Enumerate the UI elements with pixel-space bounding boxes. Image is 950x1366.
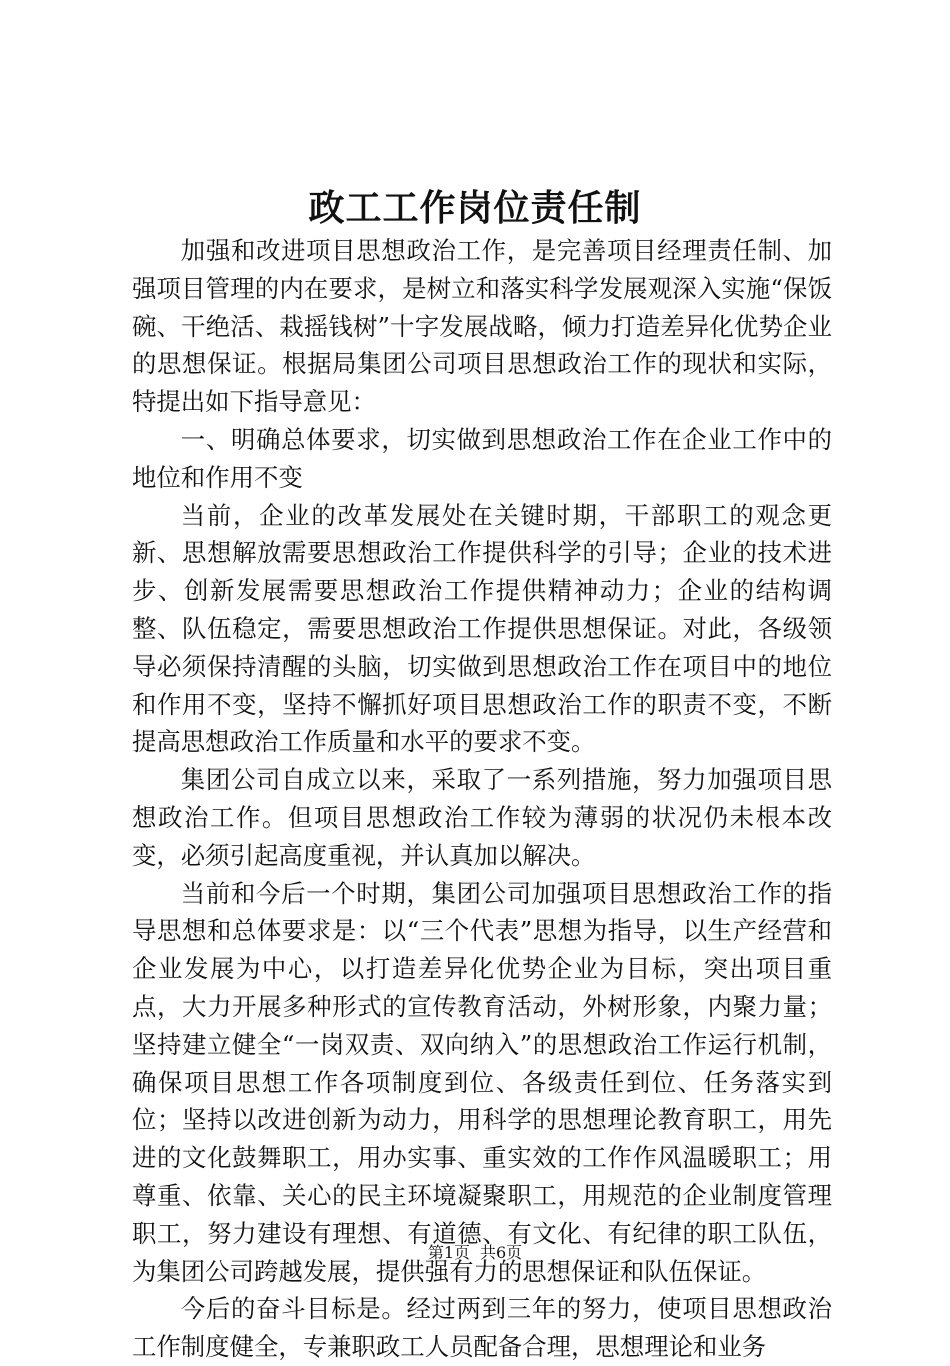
paragraph-guiding-ideology: 当前和今后一个时期，集团公司加强项目思想政治工作的指导思想和总体要求是：以“三个代表”思想为指导，以生产经营和企业发展为中心，以打造差异化优势企业为目标，突出项目重点，大力开展多种形式的宣传教育活动，外树形象，内聚力量；坚持建立健全“一岗双责、双向纳入”的思想政治工作运行机制，确保项目思想工作各项制度到位、各级责任到位、任务落实到位；坚持以改进创新为动力，用科学的思想理论教育职工，用先进的文化鼓舞职工，用办实事、重实效的工作作风温暖职工；用尊重、依靠、关心的民主环境凝聚职工，用规范的企业制度管理职工，努力建设有理想、有道德、有文化、有纪律的职工队伍，为集团公司跨越发展，提供强有力的思想保证和队伍保证。 [132, 878, 832, 1286]
paragraph-section-heading-1: 一、明确总体要求，切实做到思想政治工作在企业工作中的地位和作用不变 [132, 424, 832, 492]
page-footer [0, 1242, 950, 1264]
page-total: 共6页 [480, 1243, 523, 1262]
paragraph-group-company: 集团公司自成立以来，采取了一系列措施，努力加强项目思想政治工作。但项目思想政治工作较为薄弱的状况仍未根本改变，必须引起高度重视，并认真加以解决。 [132, 765, 832, 870]
paragraph-current-situation: 当前，企业的改革发展处在关键时期，干部职工的观念更新、思想解放需要思想政治工作提供科学的引导；企业的技术进步、创新发展需要思想政治工作提供精神动力；企业的结构调整、队伍稳定，需要思想政治工作提供思想保证。对此，各级领导必须保持清醒的头脑，切实做到思想政治工作在项目中的地位和作用不变，坚持不懈抓好项目思想政治工作的职责不变，不断提高思想政治工作质量和水平的要求不变。 [132, 500, 832, 757]
paragraph-intro: 加强和改进项目思想政治工作，是完善项目经理责任制、加强项目管理的内在要求，是树立和落实科学发展观深入实施“保饭碗、干绝活、栽摇钱树”十字发展战略，倾力打造差异化优势企业的思想保证。根据局集团公司项目思想政治工作的现状和实际，特提出如下指导意见： [132, 236, 832, 417]
document-title: 政工工作岗位责任制 [308, 187, 642, 229]
document-body [132, 232, 832, 1366]
paragraph-goals: 今后的奋斗目标是。经过两到三年的努力，使项目思想政治工作制度健全，专兼职政工人员配备合理，思想理论和业务 [132, 1294, 832, 1362]
page-number: 第1页 [427, 1243, 470, 1262]
